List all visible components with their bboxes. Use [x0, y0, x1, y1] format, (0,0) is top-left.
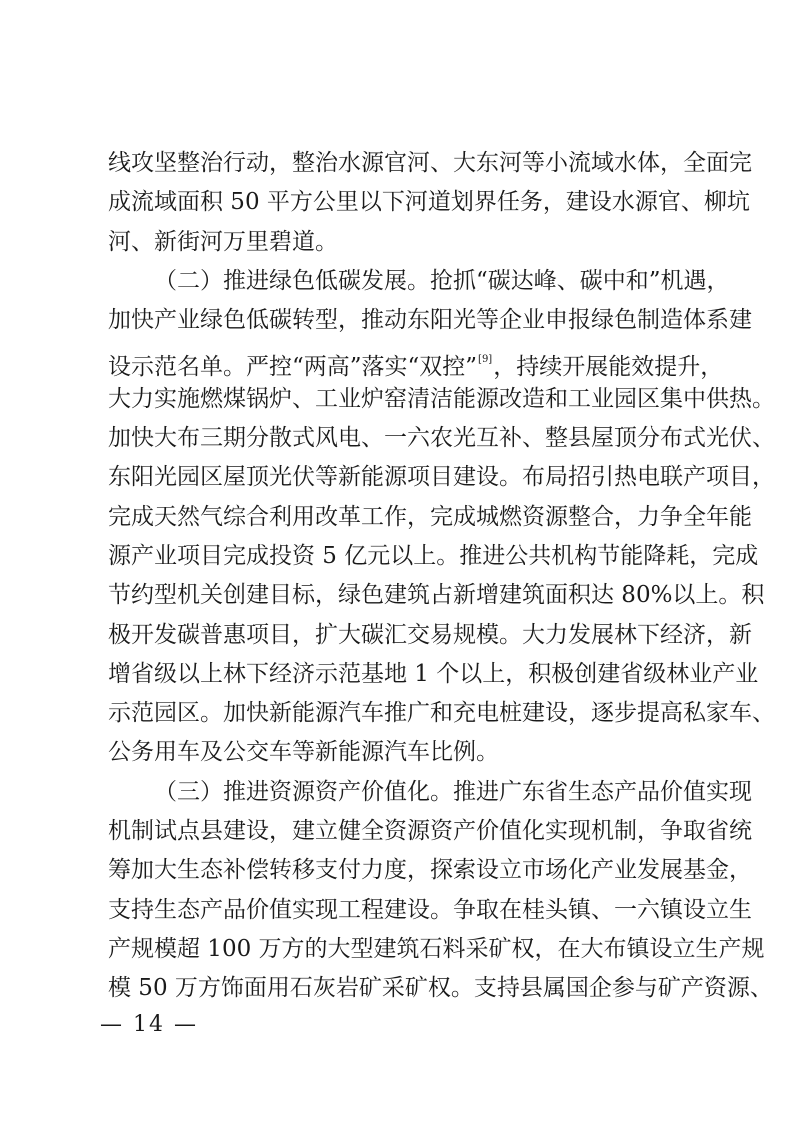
text-line-with-footnote [108, 340, 724, 381]
text-line: 源产业项目完成投资 5 亿元以上。推进公共机构节能降耗，完成 [108, 542, 759, 569]
text-line: 大力实施燃煤锅炉、工业炉窑清洁能源改造和工业园区集中供热。 [108, 385, 775, 412]
body-text [108, 144, 775, 1009]
text-line: 完成天然气综合利用改革工作，完成城燃资源整合，力争全年能 [108, 503, 752, 530]
text-line: 加快产业绿色低碳转型，推动东阳光等企业申报绿色制造体系建 [108, 307, 752, 334]
page-number: — 14 — [100, 1012, 198, 1037]
text-line: 线攻坚整治行动，整治水源官河、大东河等小流域水体，全面完 [108, 150, 752, 176]
text-segment: ，持续开展能效提升， [493, 354, 724, 381]
text-line: 筹加大生态补偿转移支付力度，探索设立市场化产业发展基金， [108, 857, 752, 884]
text-line: 东阳光园区屋顶光伏等新能源项目建设。布局招引热电联产项目， [108, 464, 775, 491]
text-line: 模 50 万方饰面用石灰岩矿采矿权。支持县属国企参与矿产资源、 [108, 975, 773, 1002]
text-line: 增省级以上林下经济示范基地 1 个以上，积极创建省级林业产业 [108, 660, 759, 687]
text-line: 公务用车及公交车等新能源汽车比例。 [108, 739, 499, 766]
text-line: 机制试点县建设，建立健全资源资产价值化实现机制，争取省统 [108, 818, 752, 845]
text-line: 支持生态产品价值实现工程建设。争取在桂头镇、一六镇设立生 [108, 896, 752, 923]
text-line: 加快大布三期分散式风电、一六农光互补、整县屋顶分布式光伏、 [108, 425, 775, 452]
section-heading-line: （二）推进绿色低碳发展。抢抓“碳达峰、碳中和”机遇， [154, 267, 730, 294]
text-line: 成流域面积 50 平方公里以下河道划界任务，建设水源官、柳坑 [108, 189, 750, 216]
text-line: 产规模超 100 万方的大型建筑石料采矿权，在大布镇设立生产规 [108, 935, 765, 962]
text-line: 节约型机关创建目标，绿色建筑占新增建筑面积达 80%以上。积 [108, 582, 765, 609]
text-line: 极开发碳普惠项目，扩大碳汇交易规模。大力发展林下经济，新 [108, 621, 752, 648]
section-heading-line: （三）推进资源资产价值化。推进广东省生态产品价值实现 [154, 778, 752, 805]
footnote-marker: [9] [478, 354, 493, 366]
text-segment: 设示范名单。严控“两高”落实“双控” [108, 354, 478, 381]
text-line: 河、新街河万里碧道。 [108, 228, 338, 255]
text-line: 示范园区。加快新能源汽车推广和充电桩建设，逐步提高私家车、 [108, 700, 775, 727]
